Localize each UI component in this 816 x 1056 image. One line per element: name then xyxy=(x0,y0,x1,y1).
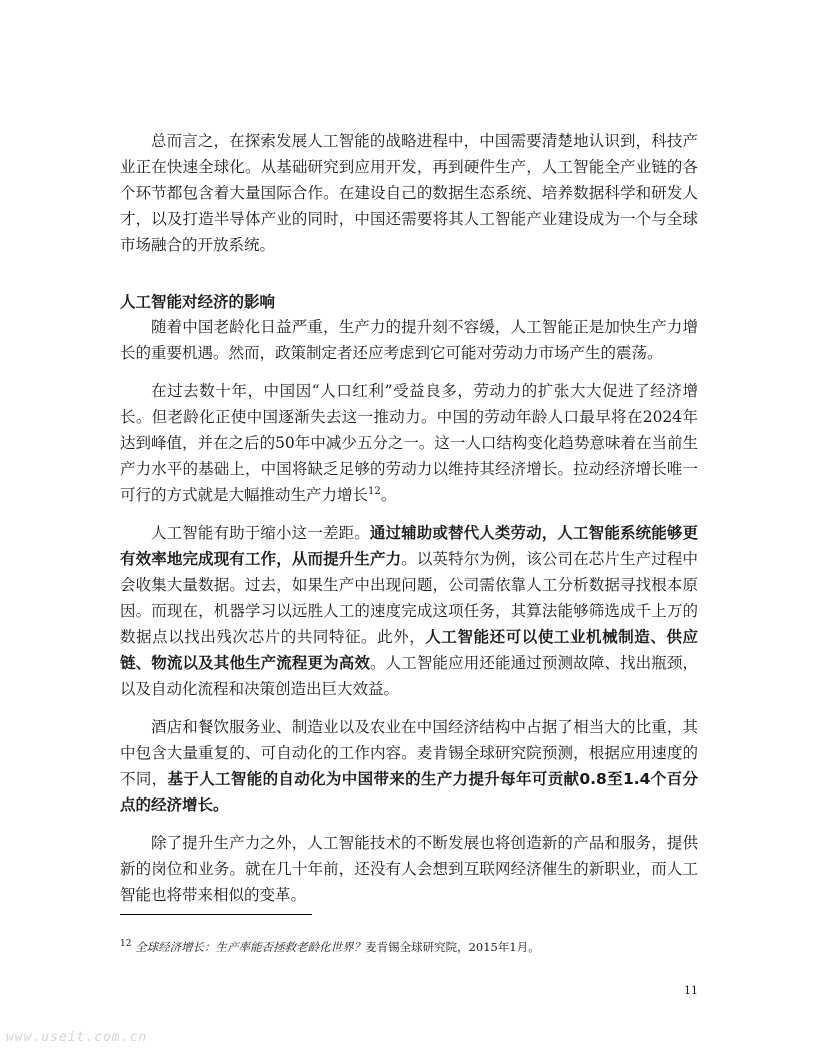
watermark: www.useit.com.cn xyxy=(6,1030,148,1045)
paragraph-3-text-a: 人工智能有助于缩小这一差距。 xyxy=(151,524,370,542)
paragraph-2: 在过去数十年，中国因“人口红利”受益良多，劳动力的扩张大大促进了经济增长。但老龄化正使中国逐渐失去这一推动力。中国的劳动年龄人口最早将在2024年达到峰值，并在之后的50年中减少五分之一。这一人口结构变化趋势意味着在当前生产力水平的基础上，中国将缺乏足够的劳动力以维持其经济增长。拉动经济增长唯一可行的方式就是大幅推动生产力增长$^{12}$。 xyxy=(120,382,698,504)
footnote-source: 麦肯锡全球研究院，2015年1月。 xyxy=(365,939,540,954)
section-heading: 人工智能对经济的影响 xyxy=(120,293,276,311)
footnote-divider xyxy=(120,914,312,915)
paragraph-3-emphasis-1: 通过辅助或替代人类劳动，人工智能系统能够更有效率地完成现有工作，从而提升生产力 xyxy=(120,524,698,568)
paragraph-3-text-c: 。以英特尔为例，该公司在芯片生产过程中会收集大量数据。过去，如果生产中出现问题，公司需依靠人工分析数据寻找根本原因。而现在，机器学习以远胜人工的速度完成这项任务，其算法能够筛选成千上万的数据点以找出残次芯片的共同特征。此外， xyxy=(120,550,698,646)
footnote-number: 12 xyxy=(120,939,132,949)
intro-paragraph: 总而言之，在探索发展人工智能的战略进程中，中国需要清楚地认识到，科技产业正在快速全球化。从基础研究到应用开发，再到硬件生产，人工智能全产业链的各个环节都包含着大量国际合作。在建设自己的数据生态系统、培养数据科学和研发人才，以及打造半导体产业的同时，中国还需要将其人工智能产业建设成为一个与全球市场融合的开放系统。 xyxy=(120,132,698,254)
paragraph-3 xyxy=(120,520,698,702)
paragraph-3-text-e: 。人工智能应用还能通过预测故障、找出瓶颈，以及自动化流程和决策创造出巨大效益。 xyxy=(120,654,698,698)
paragraph-1: 随着中国老龄化日益严重，生产力的提升刻不容缓，人工智能正是加快生产力增长的重要机遇。然而，政策制定者还应考虑到它可能对劳动力市场产生的震荡。 xyxy=(120,318,698,362)
section-heading-wrap xyxy=(120,290,275,312)
footnote-title: 全球经济增长：生产率能否拯救老龄化世界？ xyxy=(135,939,366,954)
paragraph-4 xyxy=(120,714,698,818)
intro-section xyxy=(120,128,698,270)
paragraph-4-emphasis: 基于人工智能的自动化为中国带来的生产力提升每年可贡献0.8至1.4个百分点的经济增长。 xyxy=(120,770,698,814)
footnote xyxy=(120,936,540,955)
page-number: 11 xyxy=(684,984,698,997)
section-body xyxy=(120,314,698,920)
paragraph-2-text: 在过去数十年，中国因“人口红利”受益良多，劳动力的扩张大大促进了经济增长。但老龄化正使中国逐渐失去这一推动力。中国的劳动年龄人口最早将在2024年达到峰值，并在之后的50年中减少五分之一。这一人口结构变化趋势意味着在当前生产力水平的基础上，中国将缺乏足够的劳动力以维持其经济增长。拉动经济增长唯一可行的方式就是大幅推动生产力增长 xyxy=(120,382,698,504)
paragraph-3-emphasis-2: 人工智能还可以使工业机械制造、供应链、物流以及其他生产流程更为高效 xyxy=(120,628,698,672)
footnote-ref[interactable]: 12 xyxy=(368,485,381,497)
paragraph-5: 除了提升生产力之外，人工智能技术的不断发展也将创造新的产品和服务，提供新的岗位和业务。就在几十年前，还没有人会想到互联网经济催生的新职业，而人工智能也将带来相似的变革。 xyxy=(120,834,698,904)
paragraph-4-text-a: 酒店和餐饮服务业、制造业以及农业在中国经济结构中占据了相当大的比重，其中包含大量重复的、可自动化的工作内容。麦肯锡全球研究院预测，根据应用速度的不同， xyxy=(120,718,698,788)
